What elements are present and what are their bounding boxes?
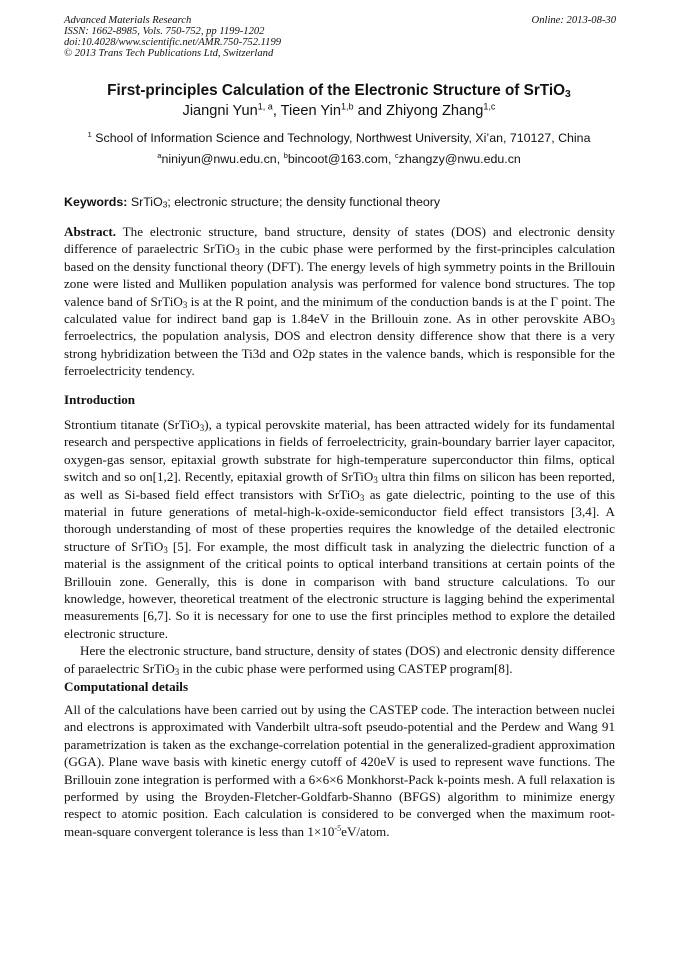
- email-separator: ,: [387, 152, 395, 166]
- text-run: All of the calculations have been carried out by using the CASTEP code. The interaction between nuclei and electrons is approximated with Vanderbilt ultra-soft pseudo-potential and the Perdew and Wang 91 parametrization is taken as the exchange-correlation potential in the generalized-gradient approximation (GGA). Plane wave basis with kinetic energy cutoff of 420eV is used to represent wave functions. The Brillouin zone integration is performed with a 6×6×6 Monkhorst-Pack k-points mesh. A full relaxation is performed by using the Broyden-Fletcher-Goldfarb-Shanno (BFGS) algorithm to minimize energy respect to atomic position. Each calculation is considered to be converged when the maximum root-mean-square convergent tolerance is less than 1×10: [64, 702, 615, 839]
- text-run: eV/atom.: [341, 823, 390, 839]
- text-run: Here the electronic structure, band structure, density of states (DOS) and electronic density difference of paraelectric SrTiO: [64, 643, 615, 676]
- author-separator: and: [353, 103, 387, 119]
- email-link[interactable]: niniyun@nwu.edu.cn: [161, 152, 277, 166]
- computational-heading: Computational details: [64, 679, 189, 694]
- email-link[interactable]: zhangzy@nwu.edu.cn: [398, 152, 521, 166]
- abstract-paragraph: [64, 223, 615, 380]
- author-affil-mark: 1, a: [257, 101, 273, 112]
- subscript: 3: [182, 299, 188, 310]
- subscript: 3: [235, 247, 240, 258]
- copyright-line: © 2013 Trans Tech Publications Ltd, Switzerland: [64, 48, 274, 59]
- text-run: [5]. For example, the most difficult task in analyzing the dielectric function of a material is the assignment of the critical points to optical interband transitions at certain points of the Brillouin zone. Generally, this is done in comparison with band structure calculations. To our knowledge, however, theoretical treatment of the electronic structure is lagging behind the experimental measurements [6,7]. So it is necessary for one to use the first principles method to explore the detailed electronic structure.: [64, 538, 615, 641]
- affiliation-text: School of Information Science and Technology, Northwest University, Xi’an, 710127, China: [95, 131, 591, 145]
- text-run: is at the R point, and the minimum of the conduction bands is at the Γ point. The calculated value for indirect band gap is 1.84eV in the Brillouin zone. As in other perovskite ABO: [64, 293, 616, 327]
- title-subscript: 3: [565, 89, 571, 101]
- email-mark: c: [394, 151, 399, 161]
- subscript: 3: [610, 316, 615, 327]
- abstract-body: [64, 224, 615, 378]
- subscript: 3: [163, 544, 168, 555]
- keywords-post: ; electronic structure; the density functional theory: [167, 195, 441, 209]
- text-run: ), a typical perovskite material, has been attracted widely for its fundamental research and perspective applications in fields of ferroelectricity, grain-boundary barrier layer capacitor, oxygen-gas sensor, epitaxial growth substrate for high-temperature superconductor thin films, optical switch and so on[1,2]. Recently, epitaxial growth of SrTiO: [64, 417, 615, 485]
- doi-line: doi:10.4028/www.scientific.net/AMR.750-752.1199: [64, 37, 282, 48]
- author-list: [0, 103, 678, 119]
- affiliation-mark: 1: [87, 130, 92, 140]
- email-mark: a: [157, 151, 162, 161]
- issn-line: ISSN: 1662-8985, Vols. 750-752, pp 1199-1202: [64, 26, 265, 37]
- subscript: 3: [359, 492, 365, 503]
- author-name: Zhiyong Zhang: [386, 103, 484, 119]
- email-list: [0, 152, 678, 166]
- keywords-pre: SrTiO: [130, 195, 163, 209]
- abstract-label: Abstract.: [64, 224, 116, 239]
- text-run: in the cubic phase were performed by the first-principles calculation based on the density functional theory (DFT). The energy levels of high symmetry points in the Brillouin zone were listed and Mulliken population analysis was performed for valence bond structures. The top valence band of SrTiO: [64, 241, 616, 309]
- journal-name: Advanced Materials Research: [64, 15, 192, 26]
- email-separator: ,: [276, 152, 284, 166]
- author-affil-mark: 1,c: [483, 101, 496, 112]
- text-run: The electronic structure, band structure, density of states (DOS) and electronic density difference of paraelectric SrTiO: [64, 224, 615, 257]
- text-run: in the cubic phase were performed using CASTEP program[8].: [179, 660, 513, 676]
- author-name: Jiangni Yun: [182, 103, 258, 119]
- author-affil-mark: 1,b: [340, 101, 354, 112]
- subscript: 3: [373, 475, 378, 485]
- text-run: ultra thin films on silicon has been reported, as well as Si-based field effect transistors with SrTiO: [64, 469, 615, 502]
- subscript: 3: [174, 666, 180, 677]
- computational-paragraph: [64, 701, 615, 840]
- introduction-paragraph-2: [64, 642, 615, 677]
- title-text: First-principles Calculation of the Electronic Structure of SrTiO: [107, 82, 566, 99]
- email-mark: b: [283, 151, 288, 161]
- online-date: Online: 2013-08-30: [531, 15, 616, 26]
- author-name: Tieen Yin: [280, 103, 341, 119]
- paper-title: [0, 82, 678, 100]
- affiliation: [0, 131, 678, 145]
- text-run: ferroelectrics, the population analysis, DOS and electron density difference show that there is a very strong hybridization between the Ti3d and O2p states in the valence bands, which is responsible for the ferroelectricity tendency.: [64, 328, 615, 379]
- author-separator: ,: [272, 103, 281, 119]
- text-run: as gate dielectric, pointing to the use of this material in future generations of metal-high-k-oxide-semiconductor field effect transistors [3,4]. A thorough understanding of most of these properties requires the knowledge of the detailed electronic structure of SrTiO: [64, 486, 615, 554]
- computational-section: [64, 701, 615, 840]
- text-run: Strontium titanate (SrTiO: [64, 417, 200, 432]
- introduction-paragraph-1: [64, 416, 615, 642]
- journal-header: [64, 15, 616, 59]
- keywords: [64, 195, 440, 209]
- introduction-heading: Introduction: [64, 392, 136, 407]
- introduction-section: [64, 416, 615, 677]
- subscript: 3: [199, 422, 205, 433]
- keywords-sub: 3: [162, 199, 168, 210]
- abstract: [64, 223, 615, 380]
- email-link[interactable]: bincoot@163.com: [287, 152, 388, 166]
- keywords-label: Keywords:: [64, 195, 128, 209]
- superscript: -5: [334, 823, 342, 833]
